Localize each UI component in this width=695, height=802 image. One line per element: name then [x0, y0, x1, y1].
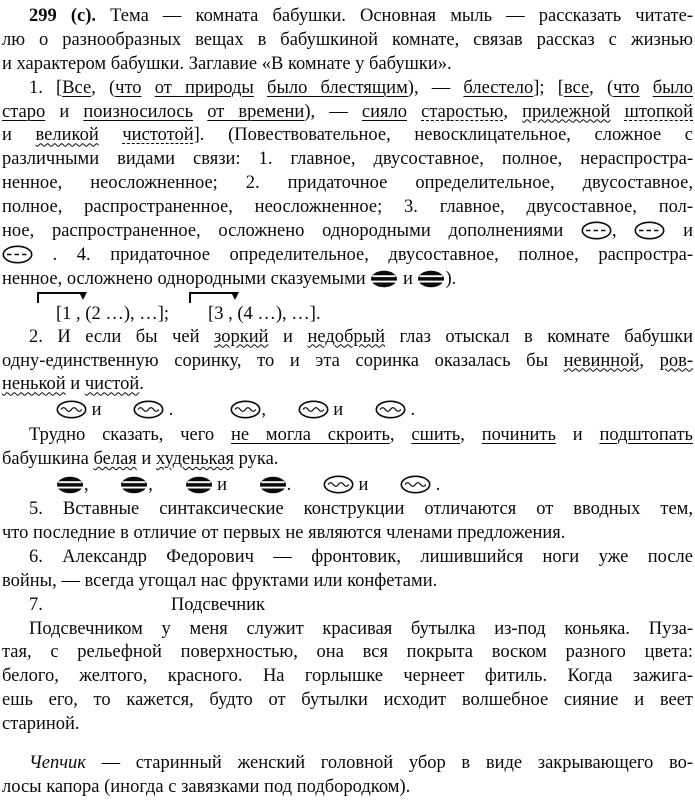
predicate-oval-icon: [232, 476, 287, 494]
text-line: [2, 326, 693, 350]
text-run: ,: [261, 400, 271, 421]
text-run: ,: [460, 424, 482, 445]
text-run: было блестящим: [267, 77, 408, 98]
text-line: [2, 77, 693, 101]
predicate-oval-icon: [29, 476, 84, 494]
text-line: [2, 148, 693, 172]
text-line: [2, 546, 693, 570]
text-run: все: [563, 77, 590, 98]
text-run: ненное, осложнено однородными сказуемыми: [2, 268, 371, 289]
text-run: [193, 102, 207, 122]
predicate-oval-icon: [417, 270, 445, 288]
text-run: зоркий: [214, 326, 269, 347]
text-run: ]; [: [533, 77, 564, 98]
attribute-oval-icon: [29, 400, 87, 419]
text-run: ненное, неосложненное; 2. придаточное определительное, двусоставное,: [2, 173, 693, 194]
text-run: тая, с рельефной поверхностью, она вся покрыта воском разного цвета:: [2, 642, 693, 663]
text-run: и: [353, 474, 374, 495]
text-run: белая: [93, 448, 137, 469]
text-run: глаз отыскал в комнате бабушки: [385, 326, 694, 347]
text-line: [2, 350, 693, 374]
text-run: и: [212, 474, 232, 495]
text-run: Тема — комната бабушки. Основная мыль — рассказать читате-: [96, 6, 693, 26]
text-line: [2, 689, 693, 713]
text-run: подштопать: [599, 424, 693, 445]
text-run: и: [45, 101, 84, 122]
object-oval-icon: [2, 245, 33, 264]
text-run: ]. (Повествовательное, невосклицательное, сложное с: [193, 125, 694, 146]
text-run: белого, желтого, красного. На горлышке чернеет фитиль. Когда зажига-: [2, 666, 693, 687]
text-run: ,: [148, 474, 158, 495]
scheme-text: [3 , (4 …), …].: [208, 303, 321, 324]
text-run: ,: [639, 350, 660, 371]
scheme-arrow-group: [29, 292, 169, 326]
text-run: [99, 125, 123, 145]
text-run: Подсвечником у меня служит красивая бутылка из-под коньяка. Пуза-: [29, 618, 693, 639]
text-line: [2, 522, 693, 546]
text-line: [2, 124, 693, 148]
text-run: и характером бабушки. Заглавие «В комнате у бабушки».: [2, 53, 452, 74]
text-run: — старинный женский головной убор в виде закрывающего во-: [85, 753, 693, 774]
text-run: [610, 102, 624, 122]
object-oval-icon: [581, 221, 612, 240]
text-run: сшить: [411, 424, 461, 445]
text-run: . 4. придаточное определительное, двусоставное, полное, распростра-: [33, 244, 693, 265]
text-line: [2, 53, 693, 77]
text-line: [2, 594, 693, 618]
text-line: [2, 29, 693, 53]
text-run: .: [164, 400, 174, 421]
text-run: войны, — всегда угощал нас фруктами или конфетами.: [2, 570, 438, 591]
text-run: починить: [481, 424, 556, 445]
object-oval-icon: [634, 221, 665, 240]
text-run: лю о разнообразных вещах в бабушкиной комнате, связав рассказ с жизнью: [2, 29, 693, 50]
text-run: и: [2, 125, 36, 146]
sentence-scheme-line: [2, 292, 693, 326]
blank-line: [2, 737, 693, 752]
text-run: не могла скроить: [230, 424, 390, 445]
text-run: от времени: [207, 101, 305, 122]
text-run: чистотой: [122, 125, 194, 146]
predicate-oval-icon: [158, 476, 213, 494]
text-run: что: [613, 77, 640, 98]
text-run: поизносилось: [83, 101, 194, 122]
text-run: 299 (с).: [29, 6, 97, 26]
attribute-oval-icon: [106, 400, 164, 419]
text-run: 7.: [29, 594, 43, 615]
text-run: .: [431, 474, 441, 495]
text-run: худенькая: [155, 448, 234, 469]
text-run: ров-: [659, 350, 694, 371]
text-run: прилежной: [522, 101, 611, 122]
text-run: ненькой: [2, 374, 66, 395]
text-run: [142, 78, 155, 98]
text-run: ешь его, то кажется, будто от бутылки исходит волшебное сияние и веет: [2, 690, 693, 711]
text-run: что последние в отличие от первых не являются членами предложения.: [2, 523, 566, 544]
text-line: [2, 570, 693, 594]
text-line: [2, 244, 693, 268]
text-run: Все: [62, 77, 92, 98]
text-line: [2, 776, 693, 800]
text-line: [2, 448, 693, 472]
text-run: и: [87, 400, 107, 421]
text-run: , (: [91, 77, 116, 98]
text-run: бабушкина: [2, 448, 94, 469]
text-run: штопкой: [624, 101, 694, 122]
text-line: [2, 196, 693, 220]
text-run: .: [286, 474, 296, 495]
text-run: было: [652, 77, 694, 98]
text-run: [254, 78, 267, 98]
text-run: ), —: [407, 77, 464, 98]
text-run: и: [398, 268, 418, 289]
text-run: стариной.: [2, 714, 80, 735]
text-run: Чепчик: [29, 753, 86, 774]
text-run: и: [268, 326, 308, 347]
attribute-oval-icon: [271, 400, 329, 419]
text-line: [2, 713, 693, 737]
attribute-oval-icon: [348, 400, 406, 419]
text-run: 1. [: [29, 77, 63, 98]
text-run: [407, 102, 421, 122]
text-run: и: [136, 448, 156, 469]
text-run: .: [139, 374, 144, 395]
text-run: невинной: [563, 350, 640, 371]
text-run: старостью: [421, 101, 504, 122]
text-run: различными видами связи: 1. главное, двусоставное, полное, нераспростра-: [2, 149, 693, 170]
text-run: ).: [445, 268, 457, 289]
text-run: [640, 78, 653, 98]
grammar-symbols-line: [2, 397, 693, 424]
predicate-oval-icon: [93, 476, 148, 494]
text-run: .: [405, 400, 416, 421]
text-run: лосы капора (иногда с завязками под подбородком).: [2, 776, 411, 797]
text-run: и: [328, 400, 348, 421]
text-line: [2, 5, 693, 29]
text-run: 2. И если бы чей: [29, 326, 215, 347]
text-run: 6. Александр Федорович — фронтовик, лишившийся ноги уже после: [29, 546, 693, 567]
text-run: полное, распространенное, неосложненное; 3. главное, двусоставное, пол-: [2, 197, 693, 218]
text-run: Подсвечник: [170, 594, 266, 615]
text-run: и: [555, 424, 600, 445]
text-run: сияло: [361, 101, 407, 122]
text-line: [2, 101, 693, 125]
text-run: ное, распространенное, осложнено однородными дополнениями: [2, 221, 582, 242]
predicate-oval-icon: [370, 270, 398, 288]
text-run: и: [665, 221, 694, 242]
text-run: и: [65, 374, 85, 395]
scheme-text: [1 , (2 …), …];: [56, 303, 170, 324]
text-line: [2, 618, 693, 642]
text-line: [2, 268, 693, 292]
text-run: , (: [589, 77, 614, 98]
text-run: рука.: [233, 448, 279, 469]
text-run: Трудно сказать, чего: [29, 424, 231, 445]
text-run: одну-единственную соринку, то и эта соринка оказалась бы: [2, 350, 564, 371]
grammar-symbols-line: [2, 472, 693, 499]
text-run: недобрый: [307, 326, 385, 347]
text-line: [2, 498, 693, 522]
text-run: ,: [612, 221, 635, 242]
text-line: [2, 665, 693, 689]
text-run: старо: [2, 101, 46, 122]
text-line: [2, 220, 693, 244]
text-run: что: [115, 77, 142, 98]
text-run: чистой: [84, 374, 140, 395]
text-line: [2, 641, 693, 665]
text-run: ,: [503, 101, 523, 122]
attribute-oval-icon: [203, 400, 261, 419]
text-run: ,: [84, 474, 94, 495]
text-run: 5. Вставные синтаксические конструкции отличаются от вводных тем,: [29, 499, 693, 520]
text-run: ,: [389, 424, 412, 445]
text-run: великой: [35, 125, 99, 146]
text-run: блестело: [463, 77, 534, 98]
text-run: ), —: [304, 101, 362, 122]
attribute-oval-icon: [373, 475, 431, 494]
text-line: [2, 172, 693, 196]
scheme-arrow-group: [181, 292, 321, 326]
text-line: [2, 752, 693, 776]
text-line: [2, 424, 693, 448]
document-body: [2, 5, 693, 800]
text-line: [2, 373, 693, 397]
text-run: от природы: [154, 77, 254, 98]
attribute-oval-icon: [296, 475, 354, 494]
